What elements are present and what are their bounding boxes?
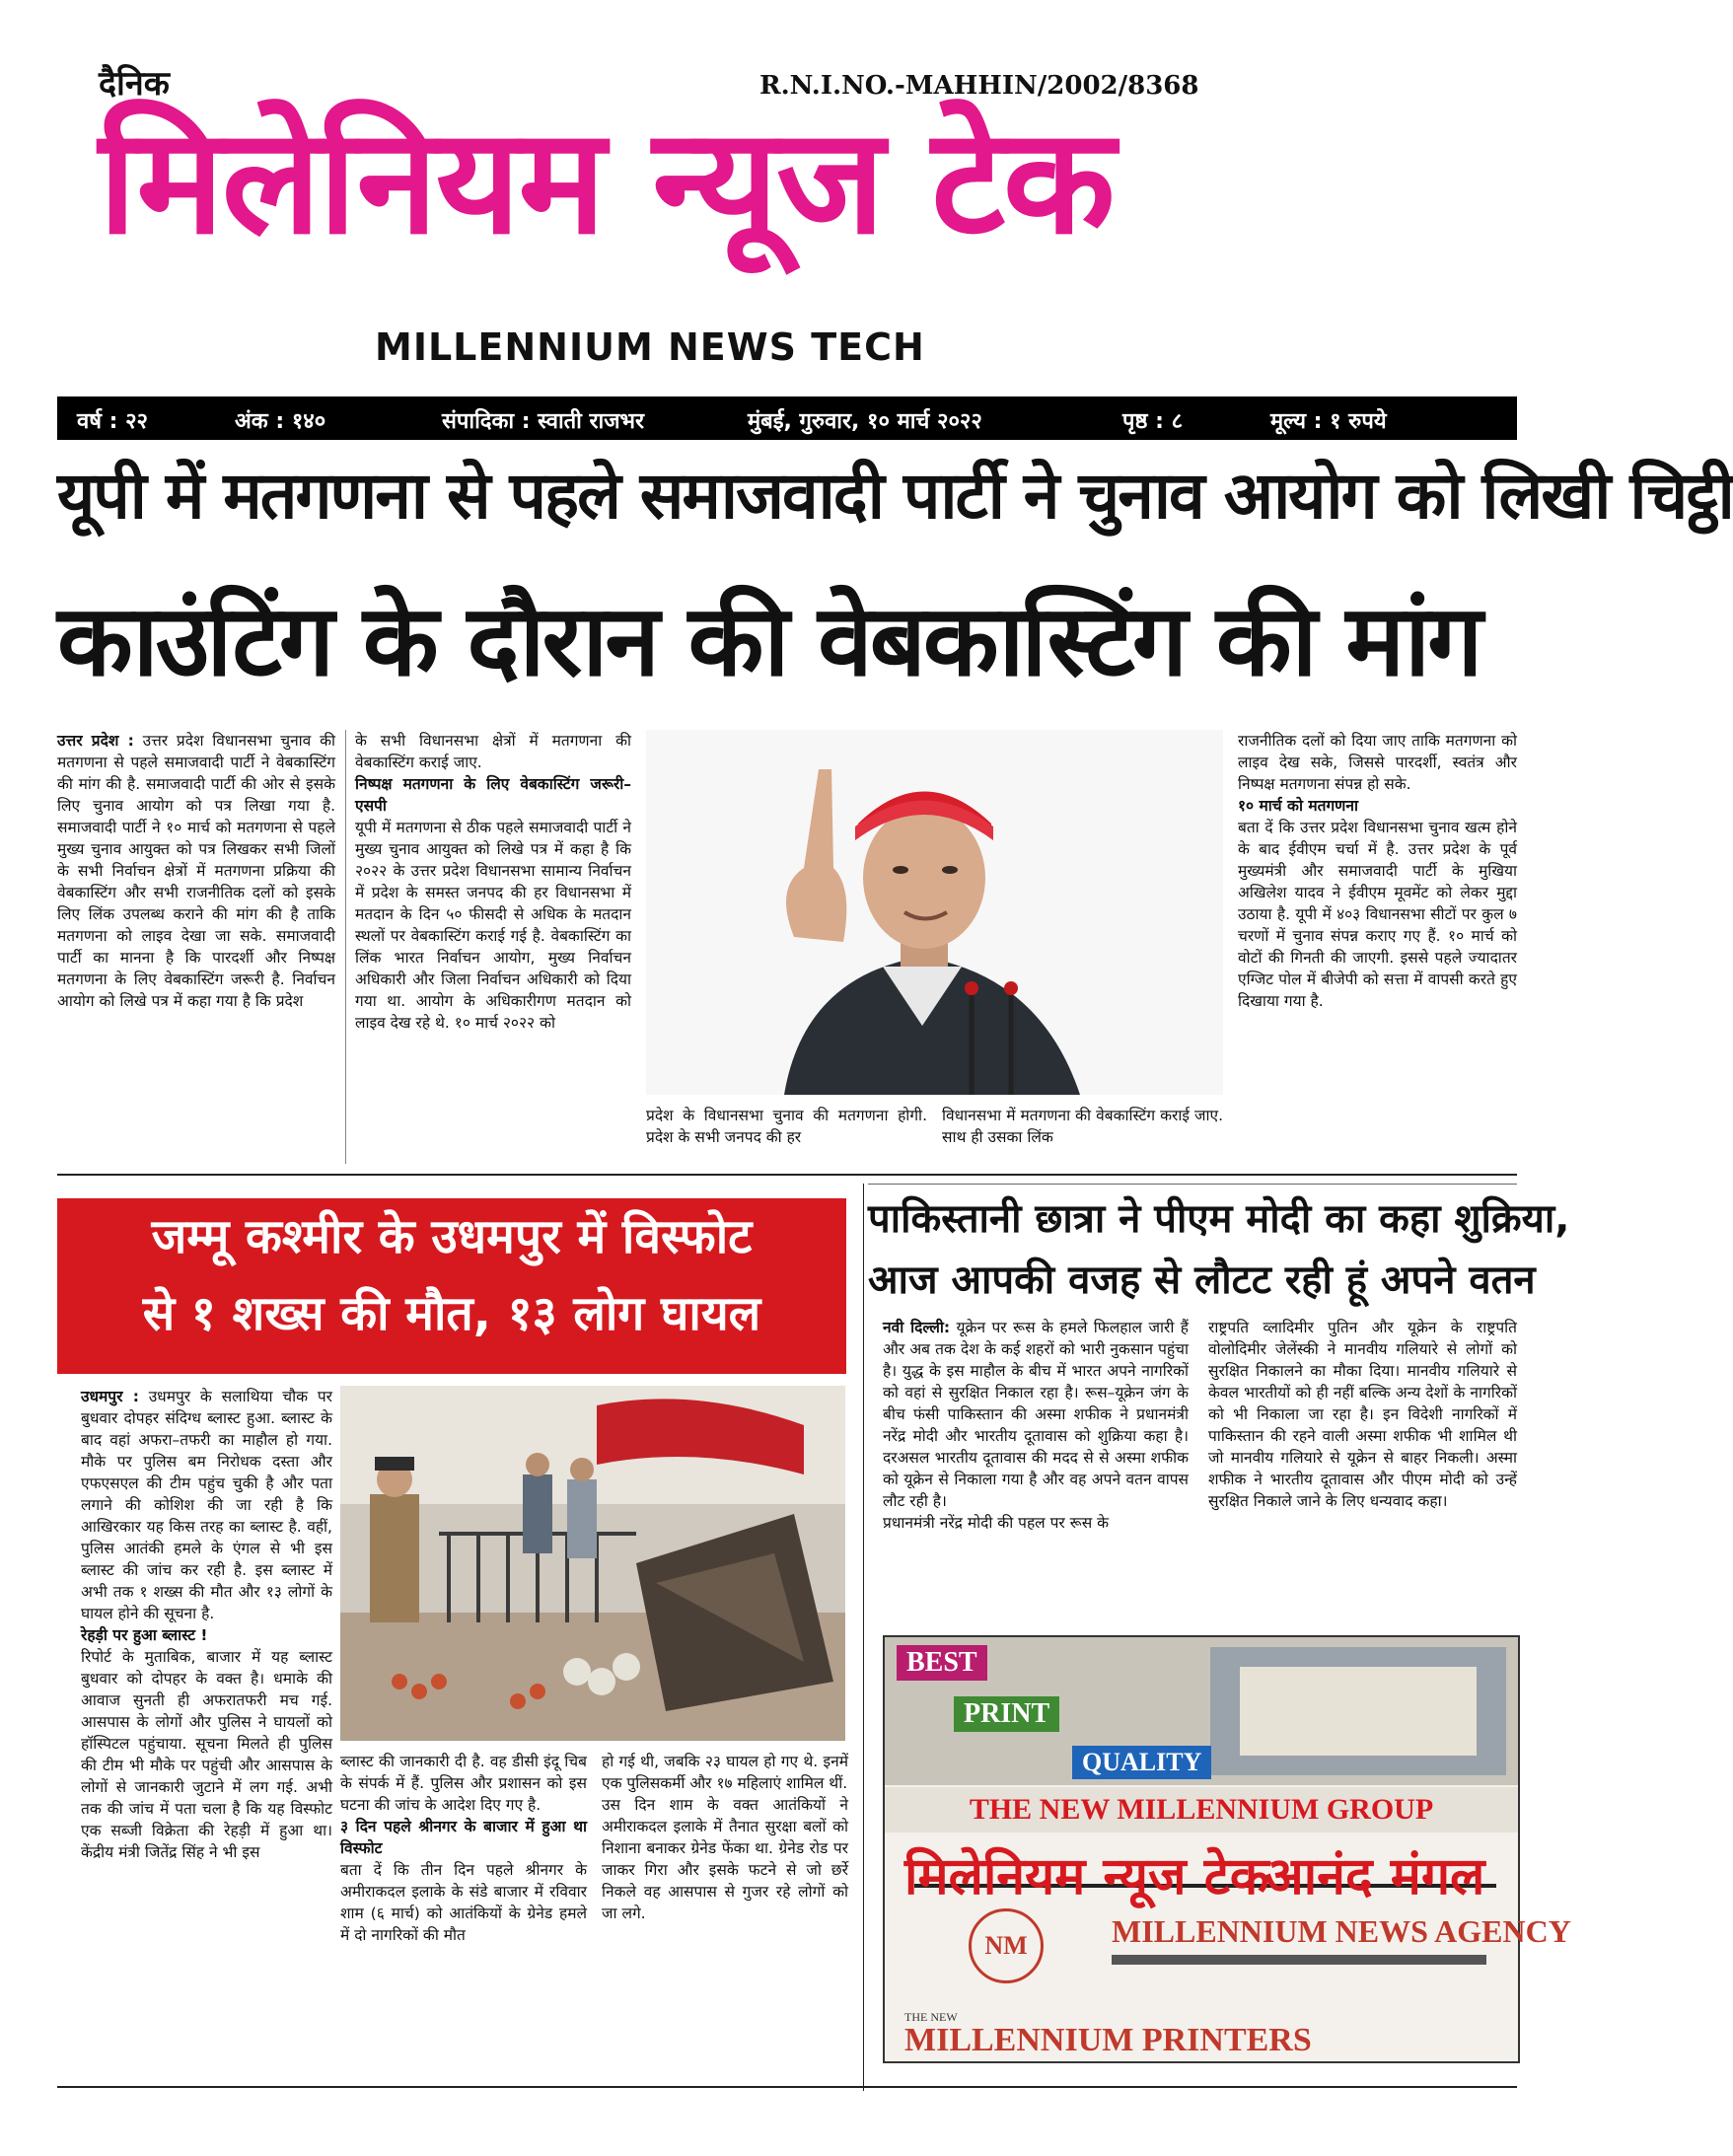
- masthead-daily: दैनिक: [99, 64, 170, 104]
- rni-number: R.N.I.NO.-MAHHIN/2002/8368: [759, 71, 1199, 101]
- lead-headline: यूपी में मतगणना से पहले समाजवादी पार्टी ने चुनाव आयोग को लिखी चिट्ठी: [57, 458, 1733, 534]
- ad-group-name: THE NEW MILLENNIUM GROUP: [885, 1787, 1518, 1833]
- column-divider: [345, 730, 346, 1164]
- price: मूल्य : १ रुपये: [1270, 409, 1387, 434]
- jk-column-1: [81, 1386, 332, 2076]
- printing-advertisement: [883, 1635, 1571, 2063]
- lead-col4-subhead: १० मार्च को मतगणना: [1238, 797, 1359, 815]
- ad-printers-name: MILLENNIUM PRINTERS: [904, 2022, 1312, 2058]
- column-divider: [863, 1184, 864, 2091]
- pak-top-rule: [868, 1184, 1517, 1185]
- jk-col2-subhead: ३ दिन पहले श्रीनगर के बाजार में हुआ था विस्फोट: [340, 1818, 587, 1857]
- pak-column-2: [1208, 1317, 1517, 1622]
- lead-col2-text2: यूपी में मतगणना से ठीक पहले समाजवादी पार्टी ने मुख्य चुनाव आयुक्त को लिखे पत्र में कहा है कि २०२२ के उत्तर प्रदेश विधानसभा सामान्य निर्वाचन में प्रदेश के समस्त जनपद की हर विधानसभा में मतदान के दिन ५० फीसदी से अधिक के मतदान स्थलों पर वेबकास्टिंग कराई गई है. वेबकास्टिंग का लिंक भारत निर्वाचन आयोग, मुख्य निर्वाचन अधिकारी और जिला निर्वाचन अधिकारी को दिया गया था. आयोग के अधिकारीगण मतदान को लाइव देख रहे थे. १० मार्च २०२२ को: [355, 819, 631, 1032]
- pak-place: नवी दिल्ली:: [883, 1319, 951, 1336]
- year: वर्ष : २२: [77, 409, 148, 434]
- pak-headline: [868, 1188, 1570, 1311]
- jk-place: उधमपुर :: [81, 1388, 139, 1405]
- jk-col2-text2: बता दें कि तीन दिन पहले श्रीनगर के अमीराकदल इलाके के संडे बाजार में रविवार शाम (६ मार्च) को आतंकियों के ग्रेनेड हमले में दो नागरिकों की मौत: [340, 1861, 587, 1944]
- masthead-title-english: MILLENNIUM NEWS TECH: [375, 325, 925, 369]
- ad-quality: QUALITY: [1072, 1746, 1211, 1779]
- jk-column-3: [602, 1751, 848, 2076]
- issue-number: अंक : १४०: [235, 409, 326, 434]
- lead-col2-text1: के सभी विधानसभा क्षेत्रों में मतगणना की वेबकास्टिंग कराई जाए.: [355, 732, 631, 771]
- ad-printers-small: THE NEW: [904, 2010, 958, 2024]
- pak-col1-text: यूक्रेन पर रूस के हमले फिलहाल जारी हैं और अब तक देश के कई शहरों को भारी नुकसान पहुंचा है। युद्ध के इस माहौल के बीच में भारत अपने नागरिकों को वहां से सुरक्षित निकाल रहा है। रूस–यूक्रेन जंग के बीच फंसी पाकिस्तान की अस्मा शफीक ने प्रधानमंत्री नरेंद्र मोदी और भारतीय दूतावास को शुक्रिया कहा है। दरअसल भारतीय दूतावास की मदद से से अस्मा शफीक को यूक्रेन से निकाला गया है और वह अपने वतन वापस लौट रही है।: [883, 1319, 1189, 1510]
- pak-headline-line1: पाकिस्तानी छात्रा ने पीएम मोदी का कहा शुक्रिया,: [868, 1196, 1570, 1242]
- lead-place: उत्तर प्रदेश :: [57, 732, 134, 750]
- akhilesh-yadav-photo: [646, 730, 1223, 1095]
- ad-paper-1: मिलेनियम न्यूज टेक: [904, 1847, 1269, 1906]
- ad-best: BEST: [897, 1645, 987, 1681]
- lead-col2-subhead: निष्पक्ष मतगणना के लिए वेबकास्टिंग जरूरी–एसपी: [355, 775, 631, 815]
- jk-col1-text: उधमपुर के सलाथिया चौक पर बुधवार दोपहर संदिग्ध ब्लास्ट हुआ. ब्लास्ट के बाद वहां अफरा–तफरी का माहौल हो गया. मौके पर पुलिस बम निरोधक दस्ता और एफएसएल की टीम पहुंच चुकी है और पता लगाने की कोशिश की जा रही है कि आखिरकार यह किस तरह का ब्लास्ट है. वहीं, पुलिस आतंकी हमले के एंगल से भी इस ब्लास्ट की जांच कर रही है. इस ब्लास्ट में अभी तक १ शख्स की मौत और १३ लोगों के घायल होने की सूचना है.: [81, 1388, 332, 1622]
- ad-agency-name: MILLENNIUM NEWS AGENCY: [1112, 1913, 1571, 1949]
- jk-col1-text2: रिपोर्ट के मुताबिक, बाजार में यह ब्लास्ट बुधवार को दोपहर के वक्त है। धमाके की आवाज सुनती ही अफरातफरी मच गई. आसपास के लोगों और पुलिस ने घायलों को हॉस्पिटल पहुंचाया. सूचना मिलते ही पुलिस की टीम भी मौके पर पहुंची और आसपास के लोगों से जानकारी जुटाने में लग गई. अभी तक की जांच में पता चला है कि यह विस्फोट एक सब्जी विक्रेता की रेहड़ी में हुआ था। केंद्रीय मंत्री जितेंद्र सिंह ने भी इस: [81, 1648, 332, 1861]
- lead-col4-text2: बता दें कि उत्तर प्रदेश विधानसभा चुनाव खत्म होने के बाद ईवीएम चर्चा में है. उत्तर प्रदेश के पूर्व मुख्यमंत्री और समाजवादी पार्टी के मुखिया अखिलेश यादव ने ईवीएम मूवमेंट को लेकर मुद्दा उठाया है. यूपी में ४०३ विधानसभा सीटों पर कुल ७ चरणों में चुनाव संपन्न कराए गए हैं. १० मार्च को वोटों की गिनती की जाएगी. इससे पहले ज्यादातर एग्जिट पोल में बीजेपी को सत्ता में वापसी करते हुए दिखाया गया है.: [1238, 819, 1517, 1010]
- blast-site-photo: [340, 1386, 845, 1741]
- dateline: मुंबई, गुरुवार, १० मार्च २०२२: [748, 409, 982, 434]
- ad-print: PRINT: [954, 1696, 1059, 1732]
- pak-headline-line2: आज आपकी वजह से लौटट रही हूं अपने वतन: [868, 1258, 1536, 1303]
- page-count: पृष्ठ : ८: [1122, 409, 1184, 434]
- jk-headline-line2: से १ शख्स की मौत, १३ लोग घायल: [142, 1286, 761, 1341]
- page-bottom-rule: [57, 2086, 1517, 2088]
- editor: संपादिका : स्वाती राजभर: [442, 409, 645, 434]
- pak-col1-text2: प्रधानमंत्री नरेंद्र मोदी की पहल पर रूस के: [883, 1514, 1110, 1532]
- jk-col3-text: हो गई थी, जबकि २३ घायल हो गए थे. इनमें एक पुलिसकर्मी और १७ महिलाएं शामिल थीं.: [602, 1753, 848, 1792]
- section-divider: [57, 1174, 1517, 1176]
- jk-col2-text1: ब्लास्ट की जानकारी दी है. वह डीसी इंदू चिब के संपर्क में हैं. पुलिस और प्रशासन को इस घटना की जांच के आदेश दिए गए है.: [340, 1753, 587, 1814]
- info-bar: [57, 396, 1517, 440]
- masthead-title: मिलेनियम न्यूज टेक: [99, 97, 1114, 266]
- lead-column-2: [355, 730, 631, 1164]
- photo-caption-2: विधानसभा में मतगणना की वेबकास्टिंग कराई जाए. साथ ही उसका लिंक: [942, 1107, 1223, 1146]
- ad-agency-address: [1112, 1955, 1486, 1965]
- jk-column-2: [340, 1751, 587, 2076]
- ad-paper-2: आनंद मंगल: [1264, 1847, 1485, 1906]
- photo-caption-1: प्रदेश के विधानसभा चुनाव की मतगणना होगी. प्रदेश के सभी जनपद की हर: [646, 1107, 927, 1146]
- lead-subheadline: काउंटिंग के दौरान की वेबकास्टिंग की मांग: [57, 583, 1480, 698]
- jk-col3-text2: उस दिन शाम के वक्त आतंकियों ने अमीराकदल इलाके में तैनात सुरक्षा बलों को निशाना बनाकर ग्रेनेड फेंका था. ग्रेनेड रोड पर जाकर गिरा और इसके फटने से जो छर्रे निकले वह आसपास से गुजर रहे लोगों को जा लगे.: [602, 1796, 848, 1922]
- jk-col1-subhead: रेहड़ी पर हुआ ब्लास्ट !: [81, 1626, 208, 1644]
- ad-logo-emblem: NM: [969, 1908, 1044, 1983]
- jk-headline-line1: जम्मू कश्मीर के उधमपुर में विस्फोट: [151, 1209, 753, 1264]
- lead-col1-text: उत्तर प्रदेश विधानसभा चुनाव की मतगणना से पहले समाजवादी पार्टी ने वेबकास्टिंग की मांग की है. समाजवादी पार्टी की ओर से इसके लिए चुनाव आयोग को पत्र लिखा गया है. समाजवादी पार्टी ने १० मार्च को मतगणना से पहले मुख्य चुनाव आयुक्त को पत्र लिखकर सभी जिलों के सभी निर्वाचन क्षेत्रों में मतगणना प्रक्रिया की वेबकास्टिंग और सभी राजनीतिक दलों को इसके लिए लिंक उपलब्ध कराने की मांग की है ताकि मतगणना को लाइव देखा जा सके. समाजवादी पार्टी का मानना है कि पारदर्शी और निष्पक्ष मतगणना के लिए वेबकास्टिंग जरूरी है. निर्वाचन आयोग को लिखे पत्र में कहा गया है कि प्रदेश: [57, 732, 335, 1010]
- lead-col4-text1: राजनीतिक दलों को दिया जाए ताकि मतगणना को लाइव देख सके, जिससे पारदर्शी, स्वतंत्र और निष्पक्ष मतगणना संपन्न हो सके.: [1238, 732, 1517, 793]
- lead-column-4: [1238, 730, 1517, 1164]
- jk-headline-box: [57, 1198, 846, 1374]
- lead-column-1: [57, 730, 335, 1164]
- pak-column-1: [883, 1317, 1189, 1622]
- pak-col2-text: राष्ट्रपति व्लादिमीर पुतिन और यूक्रेन के राष्ट्रपति वोलोदिमीर जेलेंस्की ने मानवीय गलियारे से लोगों को सुरक्षित निकालने का मौका दिया। मानवीय गलियारे से केवल भारतीयों को ही नहीं बल्कि अन्य देशों के नागरिकों को भी निकाला जा रहा है। इन विदेशी नागरिकों में पाकिस्तान की रहने वाली अस्मा शफीक भी शामिल थी जो मानवीय गलियारे से यूक्रेन से बाहर निकली। अस्मा शफीक ने भारतीय दूतावास और पीएम मोदी को उन्हें सुरक्षित निकाले जाने के लिए धन्यवाद कहा।: [1208, 1319, 1517, 1510]
